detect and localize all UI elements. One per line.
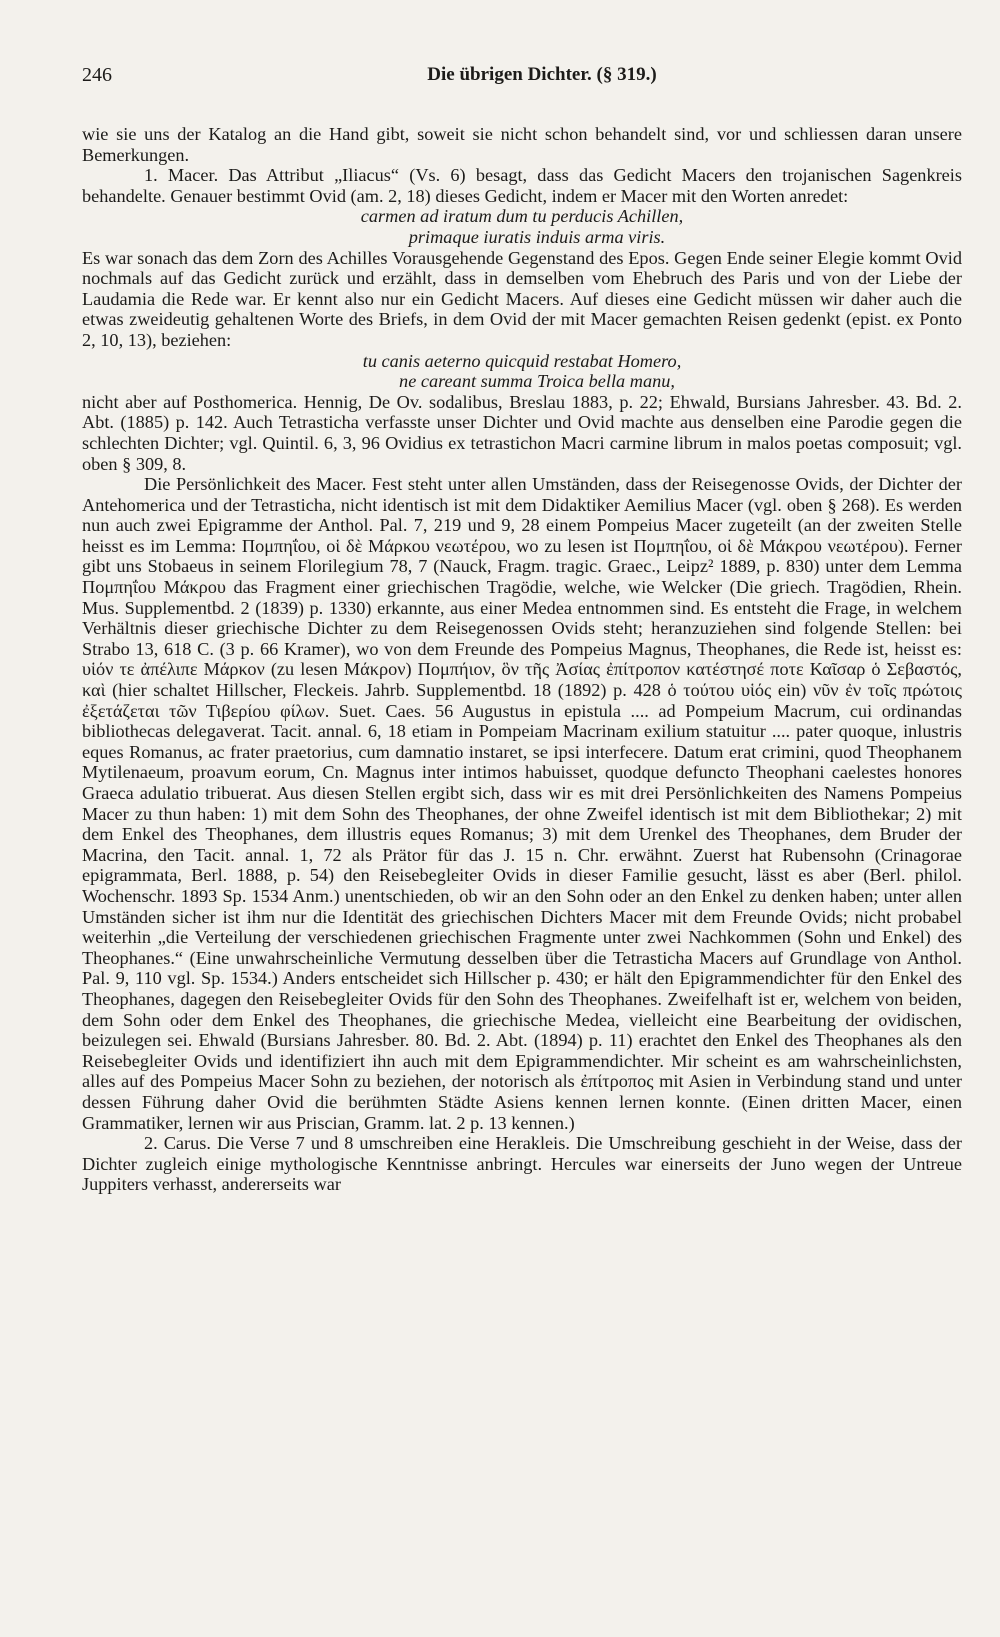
page-number: 246	[82, 64, 112, 86]
page-body	[82, 124, 962, 1195]
paragraph: Die Persönlichkeit des Macer. Fest steht unter allen Umständen, dass der Reisegenosse Ovids, der Dichter der Antehomerica und der Tetrasticha, nicht identisch ist mit dem Didaktiker Aemilius Macer (vgl. oben § 268). Es werden nun auch zwei Epigramme der Anthol. Pal. 7, 219 und 9, 28 einem Pompeius Macer zugeteilt (an der zweiten Stelle heisst es im Lemma: Πομπηΐου, οἱ δὲ Μάρκου νεωτέρου, wo zu lesen ist Πομπηΐου, οἱ δὲ Μάκρου νεωτέρου). Ferner gibt uns Stobaeus in seinem Florilegium 78, 7 (Nauck, Fragm. tragic. Graec., Leipz² 1889, p. 830) unter dem Lemma Πομπηΐου Μάκρου das Fragment einer griechischen Tragödie, welche, wie Welcker (Die griech. Tragödien, Rhein. Mus. Supplementbd. 2 (1839) p. 1330) erkannte, aus einer Medea entnommen sind. Es entsteht die Frage, in welchem Verhältnis dieser griechische Dichter zu dem Reisegenossen Ovids steht; heranzuziehen sind folgende Stellen: bei Strabo 13, 618 C. (3 p. 66 Kramer), wo von dem Freunde des Pompeius Magnus, Theophanes, die Rede ist, heisst es: υἱόν τε ἀπέλιπε Μάρκον (zu lesen Μάκρον) Πομπήιον, ὃν τῆς Ἀσίας ἐπίτροπον κατέστησέ ποτε Καῖσαρ ὁ Σεβαστός, καὶ (hier schaltet Hillscher, Fleckeis. Jahrb. Supplementbd. 18 (1892) p. 428 ὁ τούτου υἱός ein) νῦν ἐν τοῖς πρώτοις ἐξετάζεται τῶν Τιβερίου φίλων. Suet. Caes. 56 Augustus in epistula .... ad Pompeium Macrum, cui ordinandas bibliothecas delegaverat. Tacit. annal. 6, 18 etiam in Pompeiam Macrinam exilium statuitur .... pater quoque, inlustris eques Romanus, ac frater praetorius, cum damnatio instaret, se ipsi interfecere. Datum erat crimini, quod Theophanem Mytilenaeum, proavum eorum, Cn. Magnus inter intimos habuisset, quodque defuncto Theophani caelestes honores Graeca adulatio tribuerat. Aus diesen Stellen ergibt sich, dass wir es mit drei Persönlichkeiten des Namens Pompeius Macer zu thun haben: 1) mit dem Sohn des Theophanes, der ohne Zweifel identisch ist mit dem Bibliothekar; 2) mit dem Enkel des Theophanes, dem illustris eques Romanus; 3) mit dem Urenkel des Theophanes, dem Bruder der Macrina, den Tacit. annal. 1, 72 als Prätor für das J. 15 n. Chr. erwähnt. Zuerst hat Rubensohn (Crinagorae epigrammata, Berl. 1888, p. 54) den Reisebegleiter Ovids in dieser Familie gesucht, lässt es aber (Berl. philol. Wochenschr. 1893 Sp. 1534 Anm.) unentschieden, ob wir an den Sohn oder an den Enkel zu denken haben; unter allen Umständen sicher ist ihm nur die Identität des griechischen Dichters Macer mit dem Freunde Ovids; nicht probabel weiterhin „die Verteilung der verschiedenen griechischen Fragmente unter zwei Nachkommen (Sohn und Enkel) des Theophanes.“ (Eine unwahrscheinliche Vermutung desselben über die Tetrasticha Macers auf Grundlage von Anthol. Pal. 9, 110 vgl. Sp. 1534.) Anders entscheidet sich Hillscher p. 430; er hält den Epigrammendichter für den Enkel des Theophanes, dagegen den Reisebegleiter Ovids für den Sohn des Theophanes. Zweifelhaft ist er, welchem von beiden, dem Sohn oder dem Enkel des Theophanes, die griechische Medea, vielleicht eine Bearbeitung der ovidischen, beizulegen sei. Ehwald (Bursians Jahresber. 80. Bd. 2. Abt. (1894) p. 11) erachtet den Enkel des Theophanes als den Reisebegleiter Ovids und identifiziert ihn auch mit dem Epigrammendichter. Mir scheint es am wahrscheinlichsten, alles auf des Pompeius Macer Sohn zu beziehen, der notorisch als ἐπίτροπος mit Asien in Verbindung stand und unter dessen Führung daher Ovid die berühmten Städte Asiens kennen lernen konnte. (Einen dritten Macer, einen Grammatiker, lernen wir aus Priscian, Gramm. lat. 2 p. 13 kennen.)	[82, 474, 962, 1133]
verse-line: primaque iuratis induis arma viris.	[408, 226, 666, 247]
verse-line: ne careant summa Troica bella manu,	[399, 371, 675, 392]
running-header	[82, 64, 962, 92]
verse-line: tu canis aeterno quicquid restabat Homero,	[362, 350, 682, 371]
paragraph: 2. Carus. Die Verse 7 und 8 umschreiben eine Herakleis. Die Umschreibung geschieht in der Weise, dass der Dichter zugleich einige mythologische Kenntnisse anbringt. Hercules war einerseits der Juno wegen der Untreue Juppiters verhasst, andererseits war	[82, 1133, 962, 1195]
verse-line: carmen ad iratum dum tu perducis Achillen,	[360, 206, 684, 227]
paragraph: Es war sonach das dem Zorn des Achilles Vorausgehende Gegenstand des Epos. Gegen Ende seiner Elegie kommt Ovid nochmals auf das Gedicht zurück und erzählt, dass in demselben vom Ehebruch des Paris und von der Liebe der Laudamia die Rede war. Er kennt also nur ein Gedicht Macers. Auf dieses eine Gedicht müssen wir daher auch die etwas zweideutig gehaltenen Worte des Briefs, in dem Ovid der mit Macer gemachten Reisen gedenkt (epist. ex Ponto 2, 10, 13), beziehen:	[82, 247, 962, 350]
paragraph: nicht aber auf Posthomerica. Hennig, De Ov. sodalibus, Breslau 1883, p. 22; Ehwald, Bursians Jahresber. 43. Bd. 2. Abt. (1885) p. 142. Auch Tetrasticha verfasste unser Dichter und Ovid machte aus denselben eine Parodie gegen die schlechten Dichter; vgl. Quintil. 6, 3, 96 Ovidius ex tetrastichon Macri carmine librum in malos poetas composuit; vgl. oben § 309, 8.	[82, 391, 962, 474]
paragraph: wie sie uns der Katalog an die Hand gibt, soweit sie nicht schon behandelt sind, vor und schliessen daran unsere Bemerkungen.	[82, 124, 962, 165]
paragraph: 1. Macer. Das Attribut „Iliacus“ (Vs. 6) besagt, dass das Gedicht Macers den trojanischen Sagenkreis behandelte. Genauer bestimmt Ovid (am. 2, 18) dieses Gedicht, indem er Macer mit den Worten anredet:	[82, 165, 962, 206]
running-title: Die übrigen Dichter. (§ 319.)	[427, 64, 657, 85]
